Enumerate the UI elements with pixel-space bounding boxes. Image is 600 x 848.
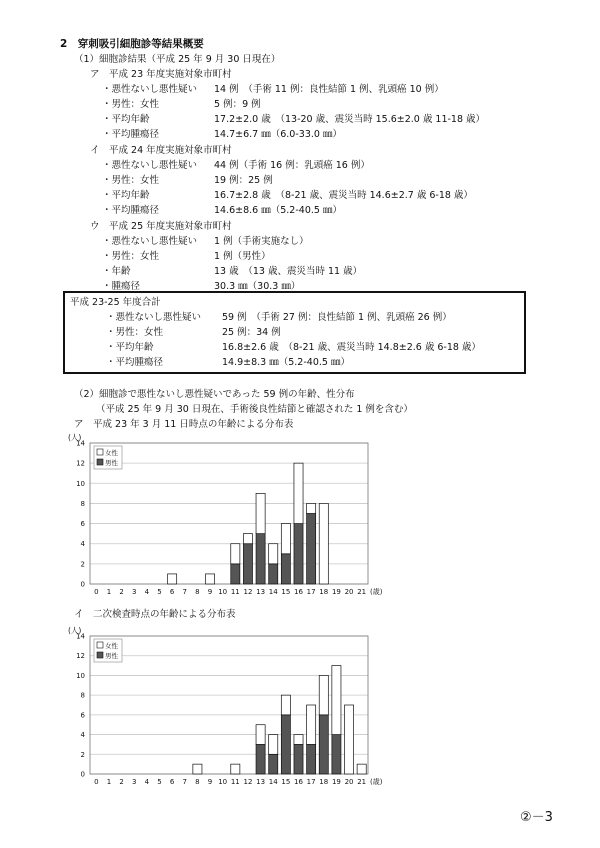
x-tick-label: 0: [94, 778, 99, 786]
x-tick-label: 8: [195, 778, 200, 786]
y-tick-label: 0: [80, 580, 85, 589]
bar-female: [294, 463, 303, 523]
block-b-row4-value: 14.6±8.6 ㎜（5.2-40.5 ㎜）: [214, 205, 342, 216]
x-tick-label: 18: [319, 588, 329, 596]
y-tick-label: 8: [80, 691, 85, 700]
block-c-title: ウ 平成 25 年度実施対象市町村: [90, 221, 232, 232]
x-tick-label: 13: [256, 588, 266, 596]
x-tick-label: 15: [281, 588, 291, 596]
block-b-row2-label: ・男性：女性: [102, 175, 160, 186]
bar-male: [332, 735, 341, 774]
x-tick-label: 5: [157, 778, 162, 786]
block-c-row2-value: 1 例（男性）: [214, 251, 271, 262]
bar-female: [269, 544, 278, 564]
legend-swatch-female: [97, 449, 103, 455]
bar-female: [231, 544, 240, 564]
y-tick-label: 14: [76, 439, 85, 448]
bar-male: [294, 524, 303, 584]
x-tick-label: 20: [344, 588, 354, 596]
x-tick-label: 6: [169, 588, 175, 596]
legend-swatch-male: [97, 459, 103, 465]
bar-male: [294, 744, 303, 774]
legend-swatch-female: [97, 642, 103, 648]
bar-female: [357, 764, 366, 774]
summary-row2-label: ・男性：女性: [106, 327, 164, 338]
y-axis-label: (人): [68, 626, 82, 635]
x-tick-label: 10: [218, 588, 228, 596]
x-tick-label: 3: [131, 778, 137, 786]
x-tick-label: 13: [256, 778, 266, 786]
x-tick-label: 11: [230, 588, 240, 596]
x-tick-label: 16: [294, 588, 303, 596]
block-b-row2-value: 19 例：25 例: [214, 175, 273, 186]
bar-female: [193, 764, 202, 774]
block-b-title: イ 平成 24 年度実施対象市町村: [90, 145, 232, 156]
x-tick-label: 7: [182, 588, 188, 596]
y-tick-label: 12: [76, 652, 85, 661]
block-a-row2-value: 5 例：9 例: [214, 99, 261, 110]
block-a-row2-label: ・男性：女性: [102, 99, 160, 110]
bar-female: [344, 705, 353, 774]
y-axis-label: (人): [68, 433, 82, 442]
sub2-note: （平成 25 年 9 月 30 日現在、手術後良性結節と確認された 1 例を含む）: [96, 404, 413, 415]
y-tick-label: 6: [80, 711, 85, 720]
block-a-row3-label: ・平均年齢: [102, 114, 150, 125]
block-b-row3-label: ・平均年齢: [102, 190, 150, 201]
bar-male: [307, 514, 316, 585]
summary-row4-value: 14.9±8.3 ㎜（5.2-40.5 ㎜）: [222, 357, 350, 368]
x-tick-label: 8: [195, 588, 200, 596]
x-tick-label: 2: [119, 778, 124, 786]
x-tick-label: 18: [319, 778, 329, 786]
summary-row1-label: ・悪性ないし悪性疑い: [106, 312, 202, 323]
y-tick-label: 10: [76, 479, 85, 488]
block-c-row4-value: 30.3 ㎜（30.3 ㎜）: [214, 281, 301, 292]
section-title: 2 穿刺吸引細胞診等結果概要: [60, 38, 204, 50]
legend-swatch-male: [97, 652, 103, 658]
block-a-row1-value: 14 例 （手術 11 例：良性結節 1 例、乳頭癌 10 例）: [214, 84, 444, 95]
bar-female: [294, 735, 303, 745]
summary-row2-value: 25 例：34 例: [222, 327, 281, 338]
x-tick-label: 17: [306, 778, 316, 786]
y-tick-label: 4: [80, 540, 85, 549]
bar-female: [256, 725, 265, 745]
x-tick-label: 1: [106, 778, 112, 786]
x-tick-label: 19: [331, 778, 341, 786]
x-tick-label: 15: [281, 778, 291, 786]
bar-male: [319, 715, 328, 774]
block-a-row4-value: 14.7±6.7 ㎜（6.0-33.0 ㎜）: [214, 129, 342, 140]
x-tick-label: 16: [294, 778, 303, 786]
bar-female: [205, 574, 214, 584]
bar-male: [256, 534, 265, 584]
x-tick-label: 4: [144, 778, 150, 786]
y-tick-label: 4: [80, 731, 85, 740]
bar-female: [168, 574, 177, 584]
bar-female: [269, 735, 278, 755]
bar-male: [281, 715, 290, 774]
x-tick-label: 20: [344, 778, 354, 786]
x-tick-label: 9: [207, 588, 213, 596]
summary-row3-value: 16.8±2.6 歳 （8-21 歳、震災当時 14.8±2.6 歳 6-18 歳）: [222, 342, 481, 353]
bar-male: [281, 554, 290, 584]
block-c-row2-label: ・男性：女性: [102, 251, 160, 262]
x-tick-label: 12: [243, 588, 253, 596]
y-tick-label: 2: [80, 750, 85, 759]
bar-female: [319, 675, 328, 714]
block-c-row3-label: ・年齢: [102, 266, 131, 277]
y-tick-label: 10: [76, 671, 85, 680]
x-tick-label: 12: [243, 778, 253, 786]
legend-label-male: 男性: [105, 459, 118, 467]
bar-female: [307, 503, 316, 513]
bar-female: [281, 524, 290, 554]
block-b-row3-value: 16.7±2.8 歳 （8-21 歳、震災当時 14.6±2.7 歳 6-18 歳）: [214, 190, 473, 201]
sub2-heading: （2）細胞診で悪性ないし悪性疑いであった 59 例の年齢、性分布: [74, 389, 355, 400]
bar-female: [332, 666, 341, 735]
page-number: ②－3: [520, 810, 553, 825]
x-tick-label: 4: [144, 588, 150, 596]
y-tick-label: 0: [80, 770, 85, 779]
chart2-title: イ 二次検査時点の年齢による分布表: [74, 609, 236, 620]
chart-2: [60, 622, 383, 790]
y-tick-label: 12: [76, 459, 85, 468]
block-c-row4-label: ・腫瘍径: [102, 281, 141, 292]
x-axis-unit: (歳): [370, 778, 383, 786]
sub1-heading: （1）細胞診結果（平成 25 年 9 月 30 日現在）: [74, 54, 281, 65]
bar-male: [269, 754, 278, 774]
x-tick-label: 11: [230, 778, 240, 786]
summary-row1-value: 59 例 （手術 27 例：良性結節 1 例、乳頭癌 26 例）: [222, 312, 452, 323]
x-tick-label: 6: [169, 778, 175, 786]
y-tick-label: 2: [80, 560, 85, 569]
x-tick-label: 19: [331, 588, 341, 596]
block-a-row1-label: ・悪性ないし悪性疑い: [102, 84, 198, 95]
bar-female: [256, 493, 265, 533]
x-tick-label: 9: [207, 778, 213, 786]
bar-male: [256, 744, 265, 774]
bar-female: [281, 695, 290, 715]
block-a-row4-label: ・平均腫瘍径: [102, 129, 160, 140]
y-tick-label: 14: [76, 632, 85, 641]
block-c-row3-value: 13 歳 （13 歳、震災当時 11 歳）: [214, 266, 363, 277]
x-tick-label: 2: [119, 588, 124, 596]
bar-male: [231, 564, 240, 584]
bar-male: [269, 564, 278, 584]
legend-label-female: 女性: [105, 449, 118, 457]
chart1-title: ア 平成 23 年 3 月 11 日時点の年齢による分布表: [74, 419, 294, 430]
bar-female: [231, 764, 240, 774]
bar-female: [307, 705, 316, 744]
bar-male: [243, 544, 252, 584]
x-tick-label: 21: [357, 778, 367, 786]
y-tick-label: 6: [80, 520, 85, 529]
bar-male: [307, 744, 316, 774]
summary-row4-label: ・平均腫瘍径: [106, 357, 164, 368]
bar-female: [243, 534, 252, 544]
x-tick-label: 7: [182, 778, 188, 786]
bar-female: [319, 503, 328, 584]
block-b-row4-label: ・平均腫瘍径: [102, 205, 160, 216]
x-tick-label: 0: [94, 588, 99, 596]
summary-row3-label: ・平均年齢: [106, 342, 154, 353]
block-b-row1-value: 44 例（手術 16 例：乳頭癌 16 例）: [214, 160, 370, 171]
chart-1: [60, 430, 383, 602]
x-tick-label: 14: [268, 778, 278, 786]
x-tick-label: 5: [157, 588, 162, 596]
x-tick-label: 3: [131, 588, 137, 596]
x-tick-label: 21: [357, 588, 367, 596]
x-tick-label: 1: [106, 588, 112, 596]
legend-label-female: 女性: [105, 642, 118, 650]
x-tick-label: 10: [218, 778, 228, 786]
block-a-row3-value: 17.2±2.0 歳 （13-20 歳、震災当時 15.6±2.0 歳 11-18 歳）: [214, 114, 486, 125]
legend-label-male: 男性: [105, 652, 118, 660]
block-c-row1-label: ・悪性ないし悪性疑い: [102, 236, 198, 247]
block-b-row1-label: ・悪性ないし悪性疑い: [102, 160, 198, 171]
x-axis-unit: (歳): [370, 588, 383, 596]
block-c-row1-value: 1 例（手術実施なし）: [214, 236, 309, 247]
block-a-title: ア 平成 23 年度実施対象市町村: [90, 69, 232, 80]
x-tick-label: 14: [268, 588, 278, 596]
summary-title: 平成 23-25 年度合計: [70, 297, 161, 308]
y-tick-label: 8: [80, 499, 85, 508]
x-tick-label: 17: [306, 588, 316, 596]
